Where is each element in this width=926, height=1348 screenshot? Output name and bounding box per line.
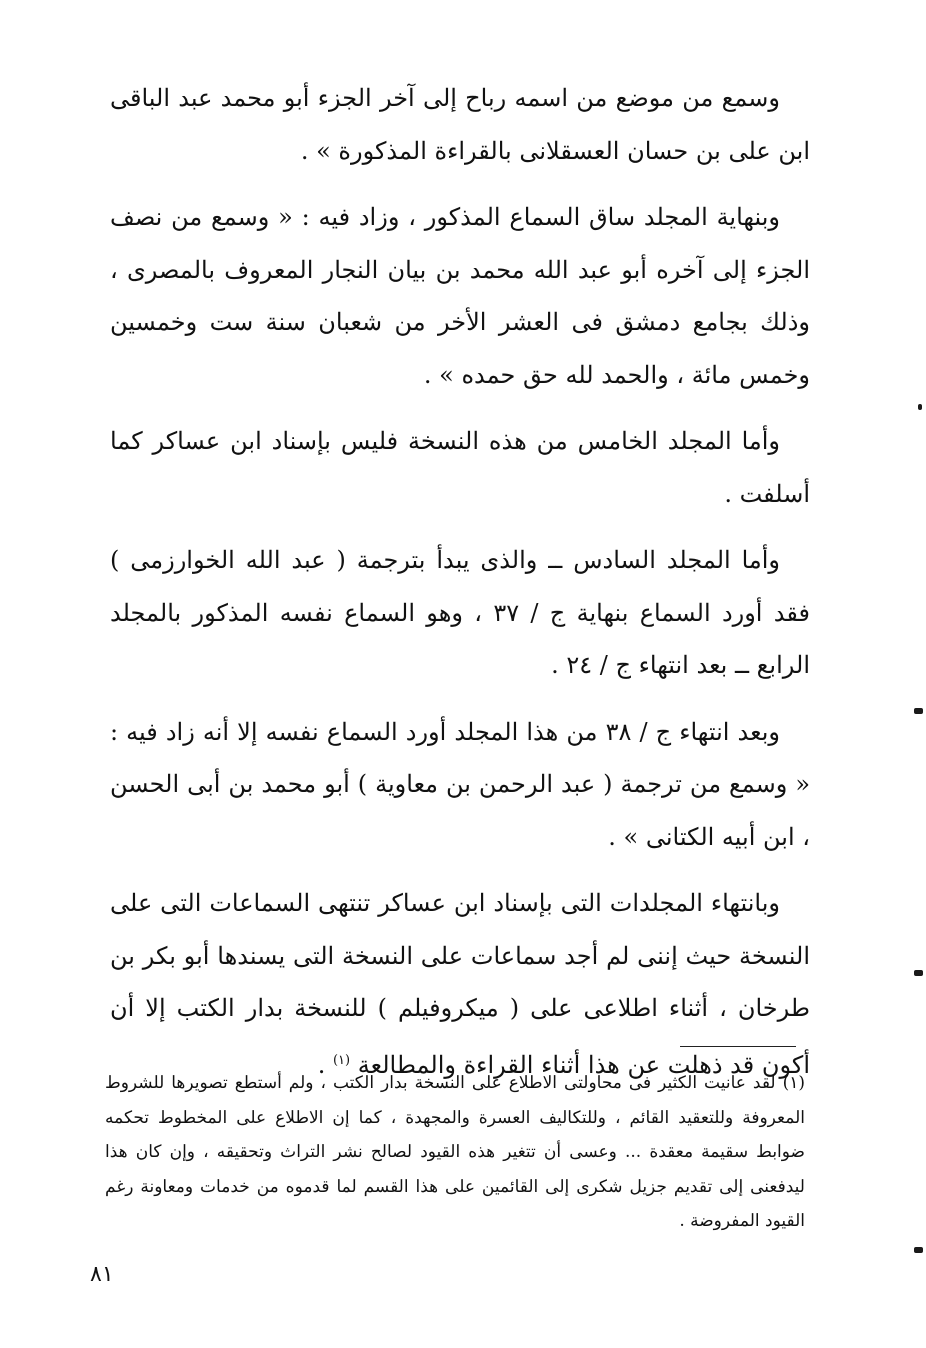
paragraph-2-text: وبنهاية المجلد ساق السماع المذكور ، وزاد فيه : « وسمع من نصف الجزء إلى آخره أبو عبد الله محمد بن بيان النجار المعروف بالمصرى ، وذلك بجامع دمشق فى العشر الأخر من شعبان سنة ست وخمسين وخمس مائة ، والحمد لله حق حمده » . <box>110 203 810 389</box>
scan-mark <box>914 970 923 976</box>
scan-mark <box>914 1247 923 1253</box>
paragraph-2 <box>110 191 810 401</box>
paragraph-5 <box>110 706 810 864</box>
main-text <box>110 72 810 1105</box>
paragraph-1-text: وسمع من موضع من اسمه رباح إلى آخر الجزء أبو محمد عبد الباقى ابن على بن حسان العسقلانى بالقراءة المذكورة » . <box>110 84 810 165</box>
paragraph-4 <box>110 534 810 692</box>
page-number: ٨١ <box>90 1262 114 1287</box>
paragraph-4-text: وأما المجلد السادس ــ والذى يبدأ بترجمة ( عبد الله الخوارزمى ) فقد أورد السماع بنهاية ج / ٣٧ ، وهو السماع نفسه المذكور بالمجلد الرابع ــ بعد انتهاء ج / ٢٤ . <box>110 546 810 679</box>
paragraph-3 <box>110 415 810 520</box>
footnote-text: (١) لقد عانيت الكثير فى محاولتى الاطلاع على النسخة بدار الكتب ، ولم أستطع تصويرها للشروط المعروفة وللتعقيد القائم ، وللتكاليف العسرة والمجهدة ، كما إن الاطلاع على المخطوط تحكمه ضوابط سقيمة معقدة ... وعسى أن تتغير هذه القيود لصالح نشر التراث وتحقيقه ، وإن كان هذا ليدفعنى إلى تقديم جزيل شكرى إلى القائمين على هذا القسم لما قدموه من خدمات ومعاونة رغم القيود المفروضة . <box>105 1073 805 1231</box>
footnote-separator <box>680 1046 796 1047</box>
paragraph-5-text: وبعد انتهاء ج / ٣٨ من هذا المجلد أورد السماع نفسه إلا أنه زاد فيه : « وسمع من ترجمة ( عبد الرحمن بن معاوية ) أبو محمد بن أبى الحسن ، ابن أبيه الكتانى » . <box>110 717 810 851</box>
paragraph-6-text: وبانتهاء المجلدات التى بإسناد ابن عساكر تنتهى السماعات التى على النسخة حيث إننى لم أجد سماعات على النسخة التى يسندها أبو بكر بن طرخان ، أثناء اطلاعى على ( ميكروفيلم ) للنسخة بدار الكتب إلا أن أكون قد ذهلت عن هذا أثناء القراءة والمطالعة <box>110 889 810 1079</box>
footnote-reference: (١) <box>332 1052 351 1068</box>
paragraph-6-end: . <box>317 1050 326 1079</box>
scan-mark <box>914 708 923 714</box>
footnote <box>105 1066 805 1239</box>
paragraph-1 <box>110 72 810 177</box>
scan-mark <box>918 404 922 410</box>
paragraph-6 <box>110 877 810 1091</box>
paragraph-3-text: وأما المجلد الخامس من هذه النسخة فليس بإسناد ابن عساكر كما أسلفت . <box>110 427 810 508</box>
